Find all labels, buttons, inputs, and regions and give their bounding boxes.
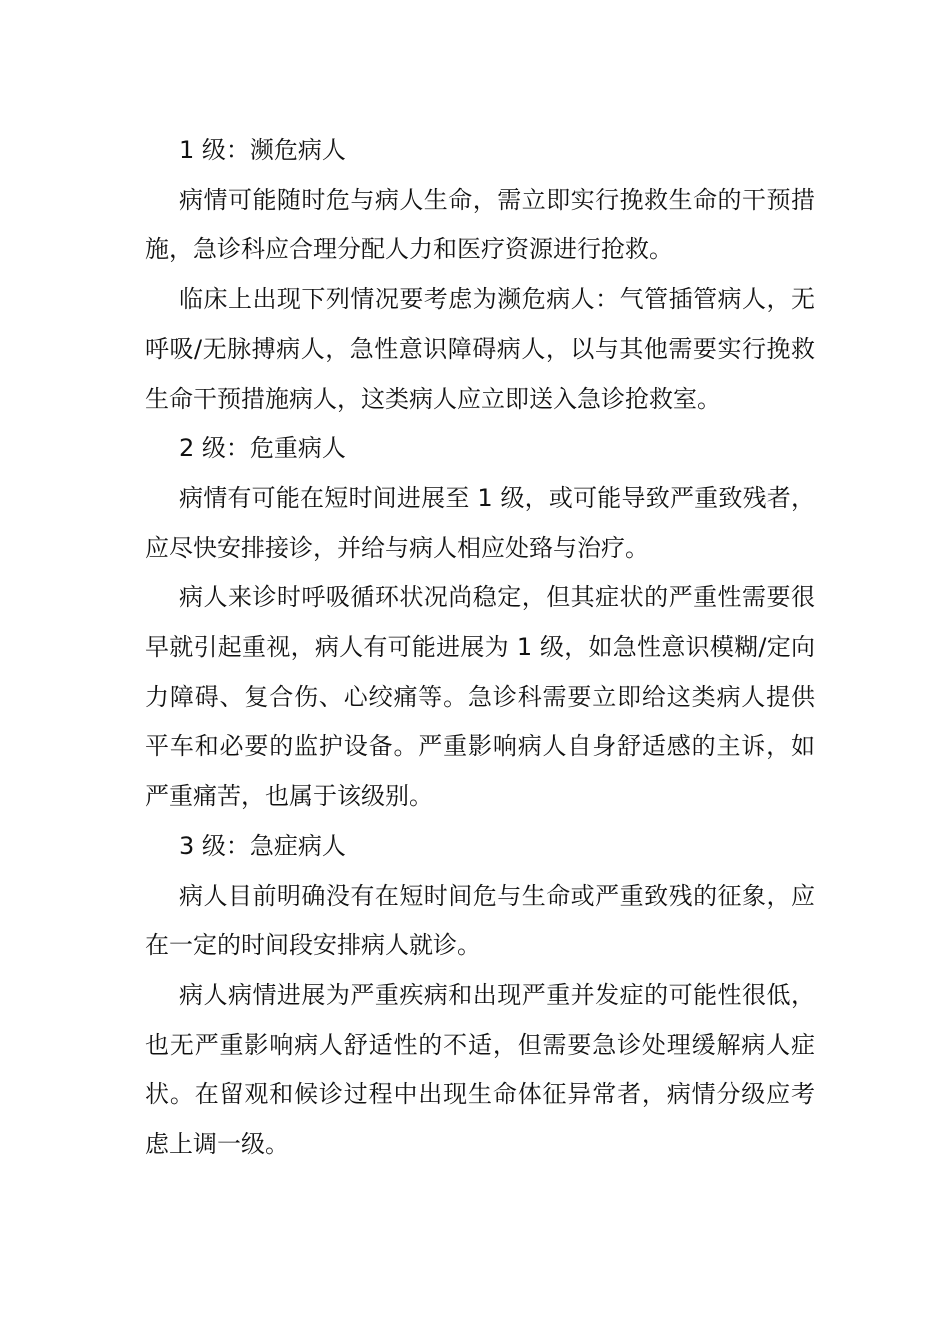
paragraph: 病情有可能在短时间进展至 1 级，或可能导致严重致残者，应尽快安排接诊，并给与病人相应处臵与治疗。 (145, 483, 815, 562)
section-level-3 (145, 822, 815, 1170)
section-heading: 3 级：急症病人 (179, 831, 346, 860)
paragraph: 病情可能随时危与病人生命，需立即实行挽救生命的干预措施，急诊科应合理分配人力和医疗资源进行抢救。 (145, 185, 815, 264)
document-page (145, 126, 815, 1170)
paragraph: 病人目前明确没有在短时间危与生命或严重致残的征象，应在一定的时间段安排病人就诊。 (145, 881, 815, 960)
paragraph: 临床上出现下列情况要考虑为濒危病人：气管插管病人，无呼吸/无脉搏病人，急性意识障碍病人，以与其他需要实行挽救生命干预措施病人，这类病人应立即送入急诊抢救室。 (145, 285, 815, 413)
section-level-1 (145, 126, 815, 424)
paragraph: 病人来诊时呼吸循环状况尚稳定，但其症状的严重性需要很早就引起重视，病人有可能进展为 1 级，如急性意识模糊/定向力障碍、复合伤、心绞痛等。急诊科需要立即给这类病人提供平车和必要的监护设备。严重影响病人自身舒适感的主诉，如严重痛苦，也属于该级别。 (145, 583, 815, 811)
section-heading: 1 级：濒危病人 (179, 136, 346, 164)
section-heading: 2 级：危重病人 (179, 434, 346, 463)
paragraph: 病人病情进展为严重疾病和出现严重并发症的可能性很低，也无严重影响病人舒适性的不适，但需要急诊处理缓解病人症状。在留观和候诊过程中出现生命体征异常者，病情分级应考虑上调一级。 (145, 980, 815, 1159)
section-level-2 (145, 424, 815, 822)
